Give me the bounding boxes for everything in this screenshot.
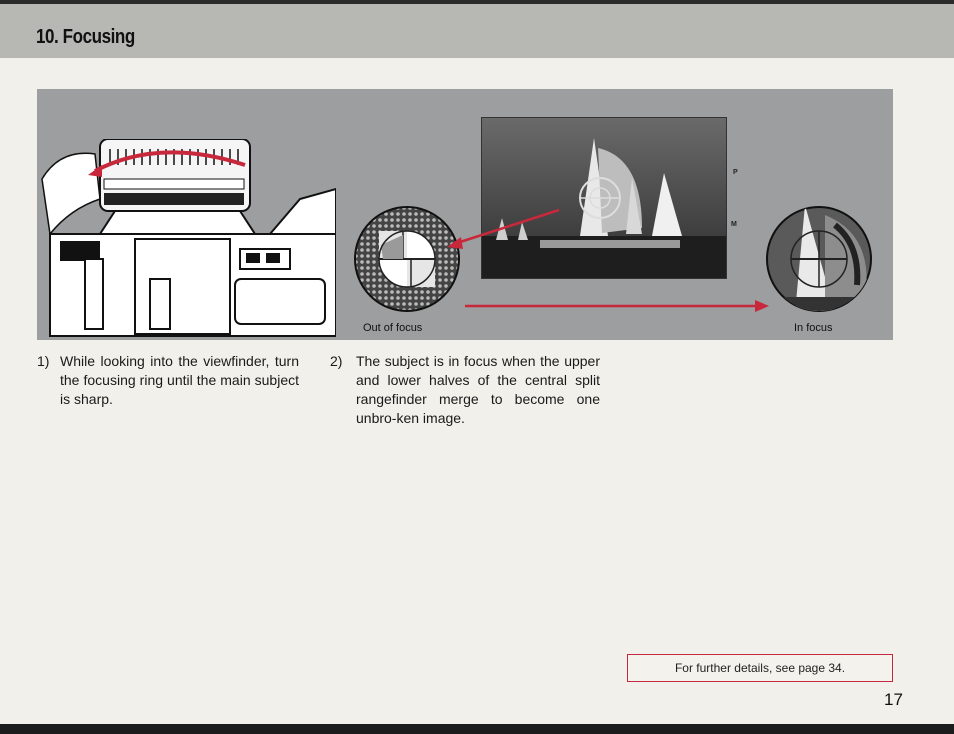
reference-box [627, 654, 893, 682]
label-in-focus: In focus [794, 322, 833, 334]
reference-text: For further details, see page 34. [674, 661, 846, 675]
bottom-edge [0, 724, 954, 734]
viewfinder-mark-m: M [731, 221, 737, 228]
page-number: 17 [884, 690, 903, 709]
step-number: 2) [330, 353, 343, 369]
step-text: The subject is in focus when the upper and lower halves of the central split rangefinder merge to become one unbro-ken image. [356, 353, 600, 426]
focusing-illustration [37, 89, 893, 340]
viewfinder-mark-p: P [733, 169, 738, 176]
step-text: While looking into the viewfinder, turn the focusing ring until the main subject is sharp. [60, 353, 299, 407]
red-arrows [37, 89, 893, 340]
section-header [0, 0, 954, 58]
label-out-of-focus: Out of focus [363, 322, 423, 334]
step-number: 1) [37, 353, 50, 369]
section-title: 10. Focusing [36, 26, 135, 48]
